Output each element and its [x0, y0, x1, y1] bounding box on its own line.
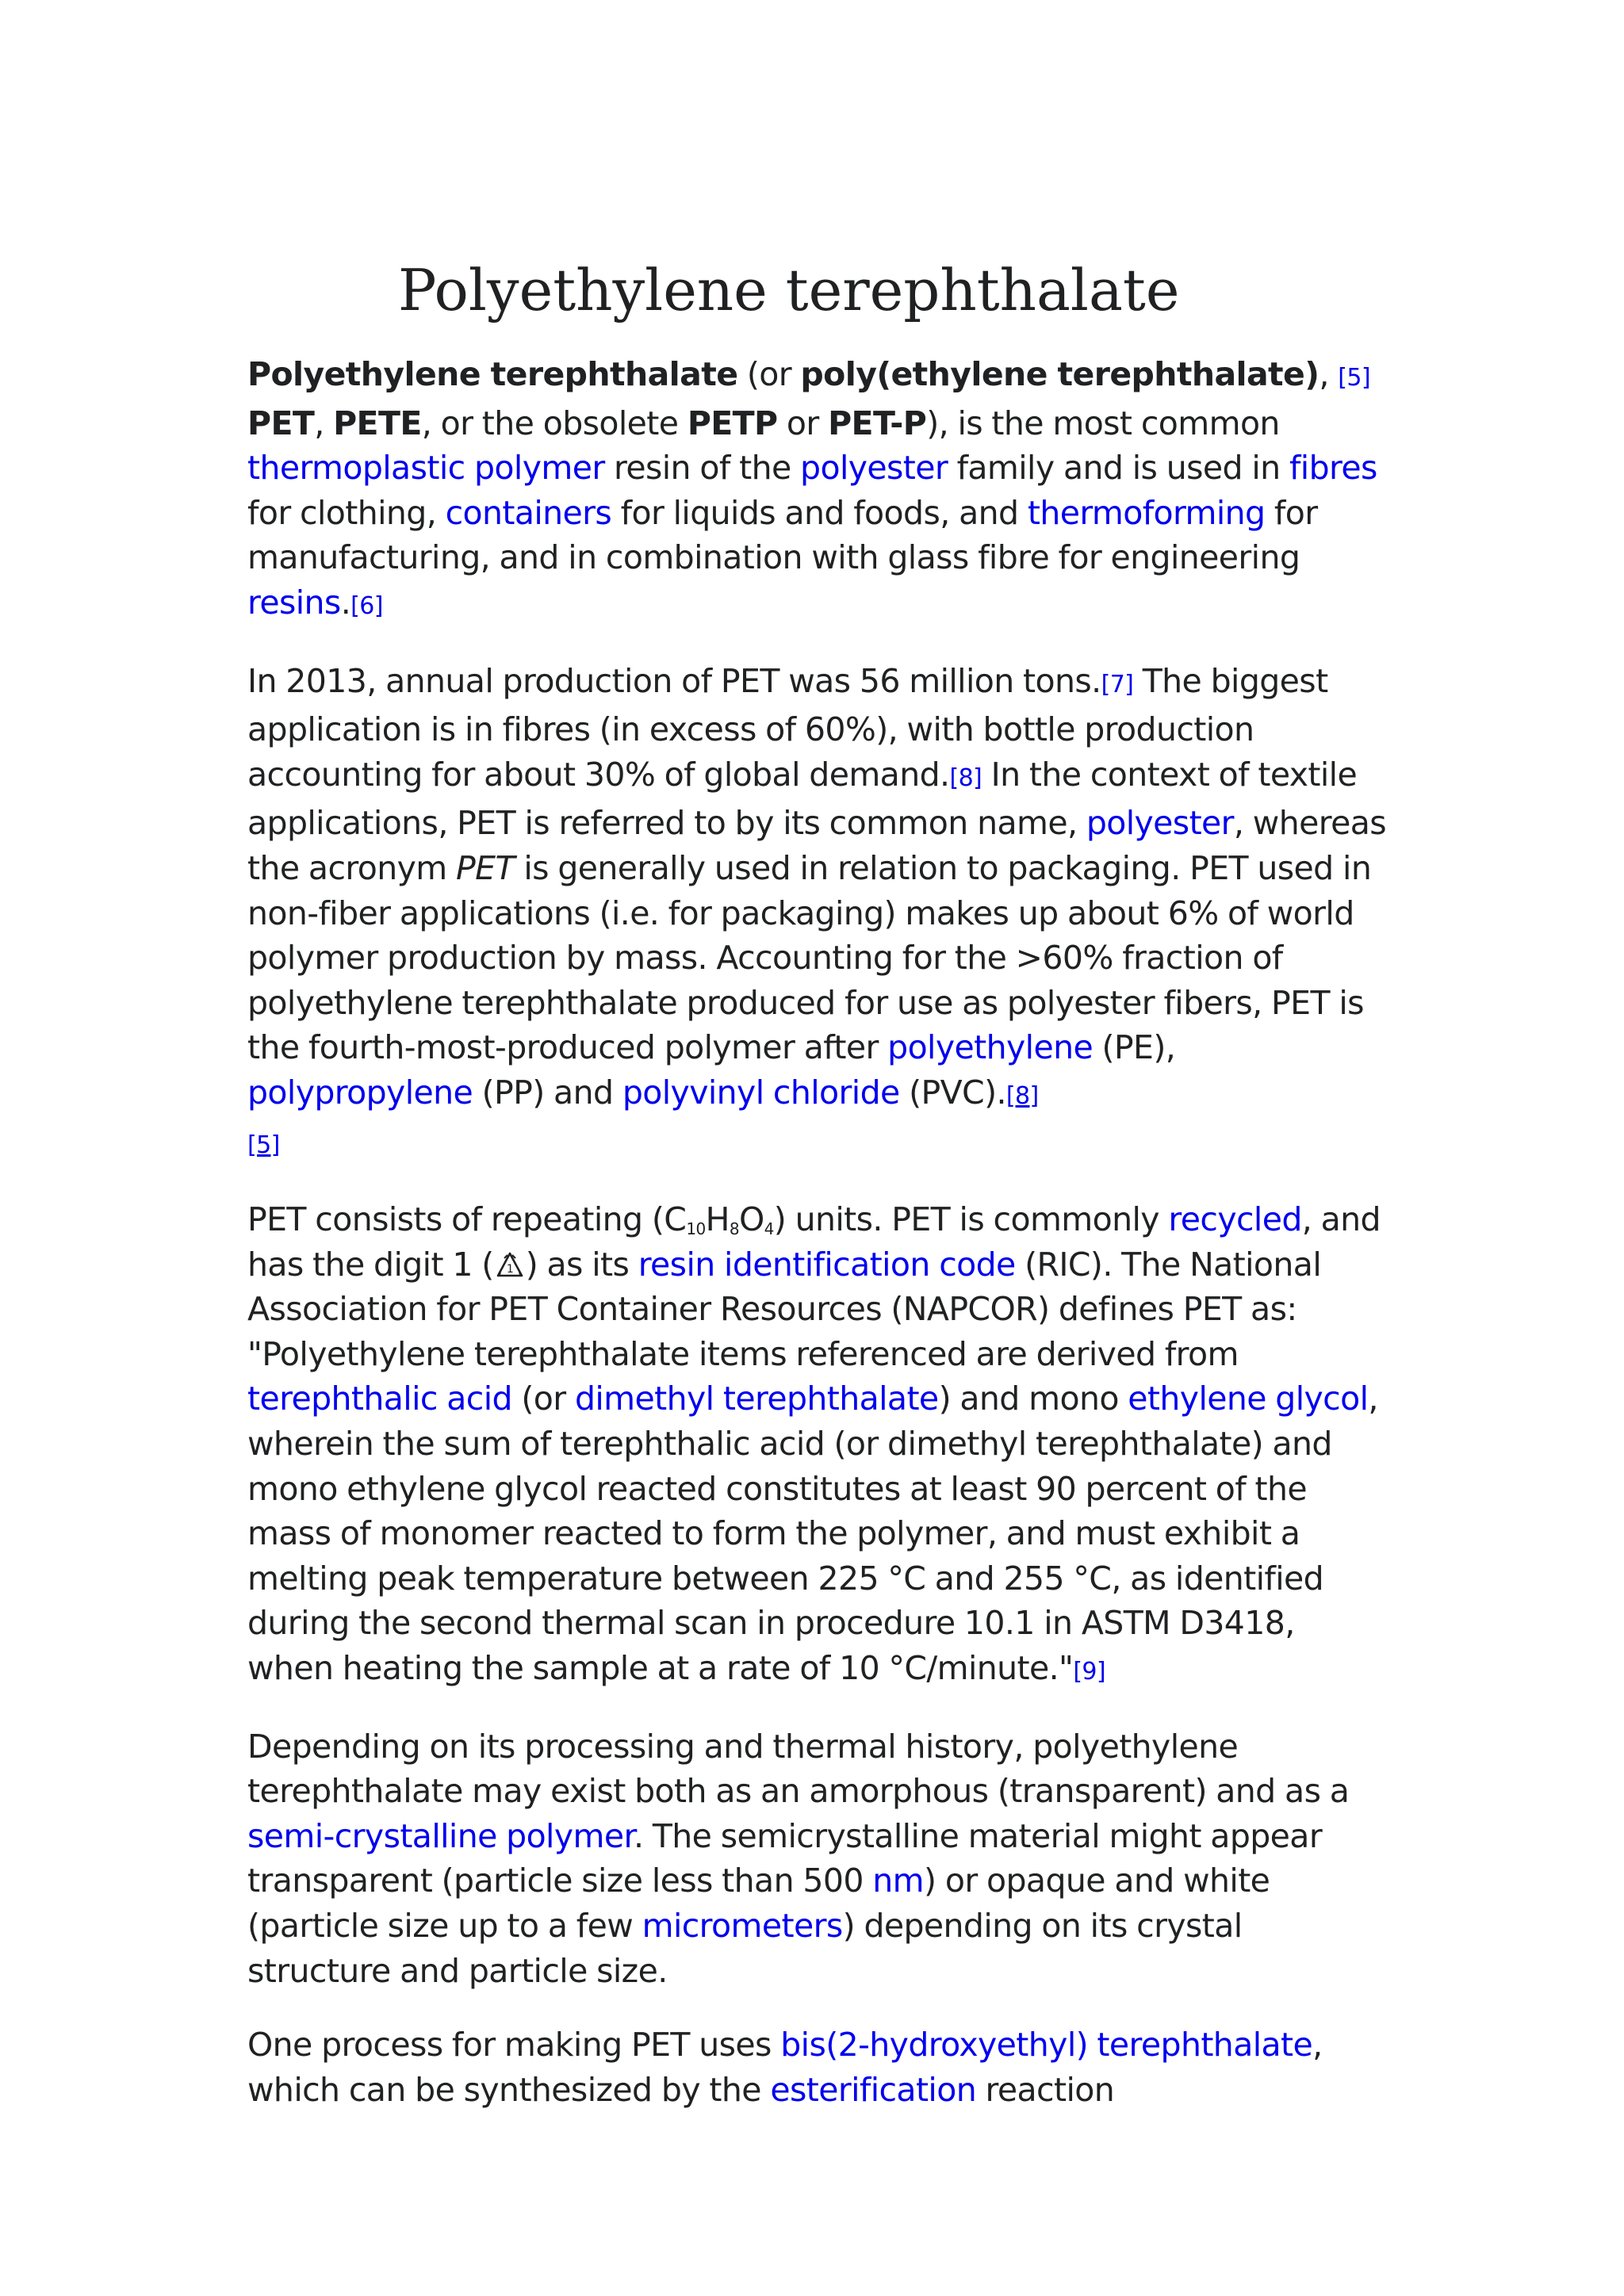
link-polyester[interactable]: polyester [800, 449, 948, 488]
body-text: H [705, 1200, 730, 1239]
bold-term: PETE [333, 404, 422, 442]
body-text: or [777, 404, 829, 442]
link-dimethyl-terephthalate[interactable]: dimethyl terephthalate [574, 1380, 939, 1418]
bold-term: Polyethylene terephthalate [247, 355, 738, 393]
paragraph-crystallinity [247, 1724, 1389, 1994]
citation-link[interactable]: [5] [247, 1131, 280, 1159]
bold-term: poly(ethylene terephthalate) [800, 355, 1320, 393]
body-text: , [314, 404, 334, 442]
body-text: In the context of textile applications, PET is referred to by its common name, [247, 755, 1358, 843]
citation-link[interactable]: [9] [1073, 1658, 1106, 1686]
body-text: . The semicrystalline material might appear transparent (particle size less than 500 [247, 1816, 1323, 1900]
bold-term: PET-P [828, 404, 927, 442]
link-polyvinyl-chloride[interactable]: polyvinyl chloride [622, 1073, 900, 1112]
link-polyester[interactable]: polyester [1086, 804, 1234, 843]
paragraph-production [247, 659, 1389, 1169]
link-polyethylene[interactable]: polyethylene [887, 1028, 1094, 1067]
body-text: , and has the digit 1 ( [247, 1200, 1381, 1284]
link-bis-hydroxyethyl-terephthalate[interactable]: bis(2-hydroxyethyl) terephthalate [780, 2026, 1313, 2064]
body-text: for liquids and foods, and [611, 493, 1028, 532]
body-text: . [340, 583, 351, 622]
link-micrometers[interactable]: micrometers [642, 1907, 843, 1945]
citation-link[interactable]: [6] [350, 591, 383, 620]
body-text: The biggest application is in fibres (in excess of 60%), with bottle production accounting for about 30% of global demand. [247, 661, 1328, 794]
body-text: (RIC). The National Association for PET Container Resources (NAPCOR) defines PET as: "Polyethylene terephthalate items referenced are derived from [247, 1245, 1322, 1373]
citation-link[interactable]: [7] [1101, 670, 1134, 698]
body-text: PET consists of repeating (C [247, 1200, 687, 1239]
body-text: In 2013, annual production of PET was 56 million tons. [247, 661, 1101, 700]
link-containers[interactable]: containers [445, 493, 612, 532]
body-text: One process for making PET uses [247, 2026, 781, 2064]
paragraph-process [247, 2022, 1389, 2112]
link-polypropylene[interactable]: polypropylene [247, 1073, 473, 1112]
body-text: for manufacturing, and in combination with glass fibre for engineering [247, 493, 1318, 577]
body-text: ), is the most common [926, 404, 1280, 442]
recycling-symbol-1-icon [494, 1250, 526, 1282]
body-text: O [738, 1200, 764, 1239]
subscript: 10 [686, 1219, 706, 1239]
body-text: , wherein the sum of terephthalic acid (or dimethyl terephthalate) and mono ethylene glycol reacted constitutes at least 90 percent of the mass of monomer reacted to form the polymer, and must exhibit a melting peak temperature between 225 °C and 255 °C, as identified during the second thermal scan in procedure 10.1 in ASTM D3418, when heating the sample at a rate of 10 °C/minute." [247, 1380, 1378, 1688]
link-recycled[interactable]: recycled [1168, 1200, 1302, 1239]
body-text: Depending on its processing and thermal history, polyethylene terephthalate may exist both as an amorphous (transparent) and as a [247, 1727, 1350, 1811]
citation-link[interactable]: [8] [949, 763, 982, 792]
link-fibres[interactable]: fibres [1289, 449, 1377, 488]
body-text: ) depending on its crystal structure and particle size. [247, 1907, 1243, 1990]
bold-term: PET [247, 404, 315, 442]
link-resin-identification-code[interactable]: resin identification code [638, 1245, 1016, 1284]
italic-term: PET [456, 848, 515, 887]
article-body [247, 352, 1389, 2141]
body-text: (PE), [1093, 1028, 1176, 1067]
body-text: (PP) and [473, 1073, 622, 1112]
subscript: 8 [729, 1219, 739, 1239]
body-text: , whereas the acronym [247, 804, 1386, 887]
body-text: ) or opaque and white (particle size up to a few [247, 1862, 1270, 1945]
link-resins[interactable]: resins [247, 583, 341, 622]
body-text: reaction [976, 2070, 1115, 2109]
citation-link[interactable]: [8] [1005, 1081, 1039, 1110]
body-text: , which can be synthesized by the [247, 2026, 1323, 2109]
svg-text:1: 1 [506, 1262, 513, 1276]
link-thermoforming[interactable]: thermoforming [1027, 493, 1266, 532]
body-text: (or [737, 355, 801, 393]
page-title: Polyethylene terephthalate [398, 257, 1180, 323]
body-text: (PVC). [899, 1073, 1006, 1112]
body-text: ) and mono [938, 1380, 1128, 1418]
link-thermoplastic-polymer[interactable]: thermoplastic polymer [247, 449, 605, 488]
paragraph-intro [247, 352, 1389, 629]
link-esterification[interactable]: esterification [770, 2070, 977, 2109]
link-semi-crystalline-polymer[interactable]: semi-crystalline polymer [247, 1816, 634, 1855]
paragraph-composition [247, 1197, 1389, 1695]
body-text: resin of the [604, 449, 801, 488]
bold-term: PETP [687, 404, 778, 442]
body-text: for clothing, [247, 493, 446, 532]
body-text: family and is used in [948, 449, 1289, 488]
body-text: , [1319, 355, 1339, 393]
link-nm[interactable]: nm [872, 1862, 925, 1900]
body-text: ) as its [525, 1245, 638, 1284]
body-text: ) units. PET is commonly [773, 1200, 1169, 1239]
subscript: 4 [764, 1219, 774, 1239]
body-text: , or the obsolete [421, 404, 688, 442]
citation-link[interactable]: [5] [1338, 364, 1370, 392]
link-ethylene-glycol[interactable]: ethylene glycol [1128, 1380, 1369, 1418]
body-text: is generally used in relation to packaging. PET used in non-fiber applications (i.e. for packaging) makes up about 6% of world polymer production by mass. Accounting for the >60% fraction of polyethylene terephthalate produced for use as polyester fibers, PET is the fourth-most-produced polymer after [247, 848, 1372, 1067]
body-text: (or [511, 1380, 575, 1418]
link-terephthalic-acid[interactable]: terephthalic acid [247, 1380, 512, 1418]
